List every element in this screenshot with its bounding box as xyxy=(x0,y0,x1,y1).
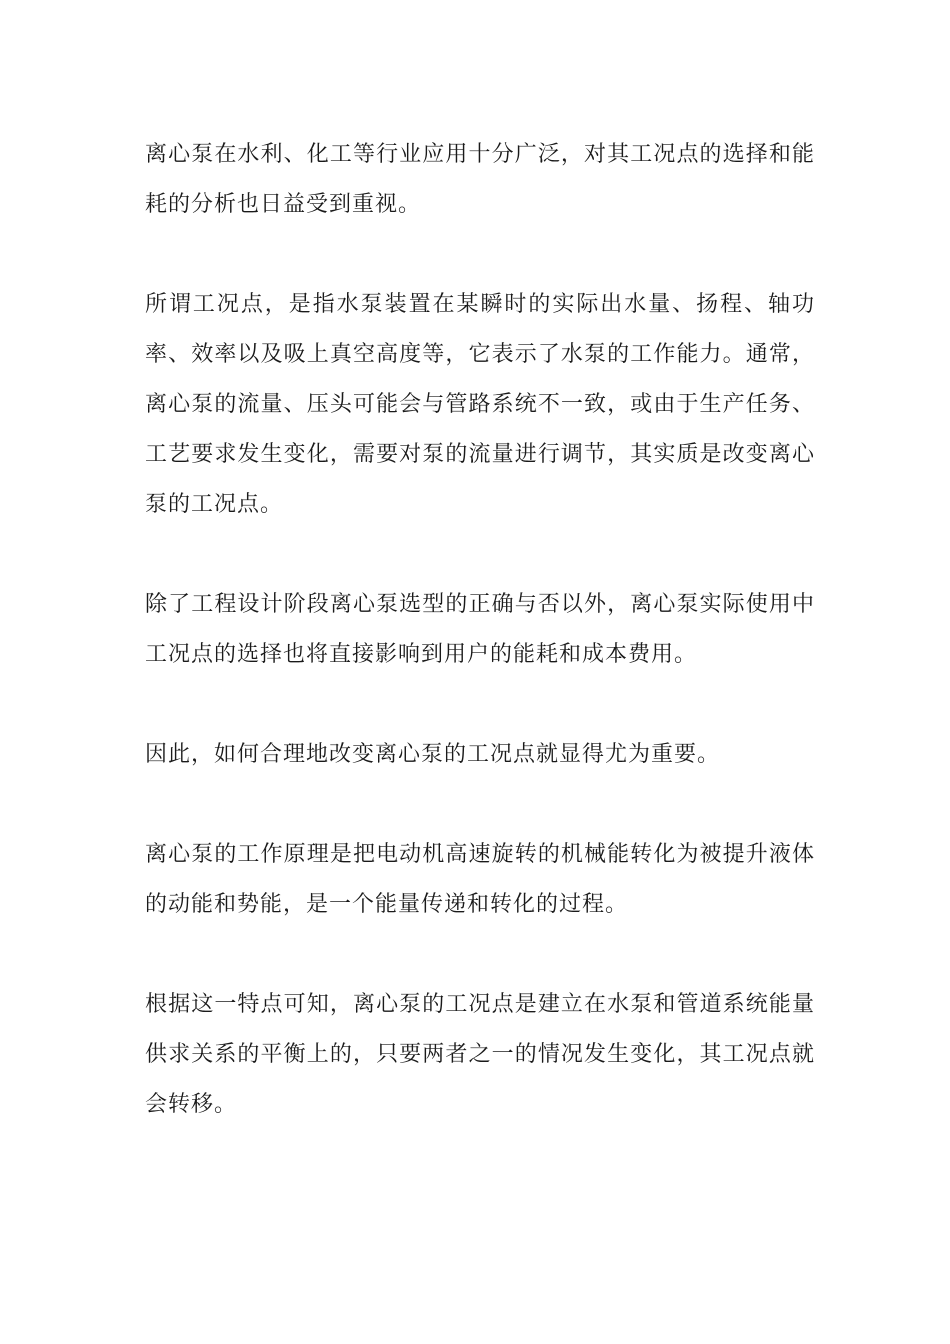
paragraph: 除了工程设计阶段离心泵选型的正确与否以外，离心泵实际使用中工况点的选择也将直接影响到用户的能耗和成本费用。 xyxy=(145,592,815,667)
document-body xyxy=(145,130,815,1130)
paragraph-spacer xyxy=(145,930,815,980)
paragraph: 离心泵的工作原理是把电动机高速旋转的机械能转化为被提升液体的动能和势能，是一个能量传递和转化的过程。 xyxy=(145,842,815,917)
paragraph-spacer xyxy=(145,780,815,830)
paragraph-spacer xyxy=(145,230,815,280)
paragraph-spacer xyxy=(145,680,815,730)
paragraph-spacer xyxy=(145,530,815,580)
paragraph: 离心泵在水利、化工等行业应用十分广泛，对其工况点的选择和能耗的分析也日益受到重视。 xyxy=(145,142,815,217)
paragraph: 根据这一特点可知，离心泵的工况点是建立在水泵和管道系统能量供求关系的平衡上的，只要两者之一的情况发生变化，其工况点就会转移。 xyxy=(145,992,815,1117)
paragraph: 因此，如何合理地改变离心泵的工况点就显得尤为重要。 xyxy=(145,742,721,767)
paragraph: 所谓工况点，是指水泵装置在某瞬时的实际出水量、扬程、轴功率、效率以及吸上真空高度等，它表示了水泵的工作能力。通常，离心泵的流量、压头可能会与管路系统不一致，或由于生产任务、工艺要求发生变化，需要对泵的流量进行调节，其实质是改变离心泵的工况点。 xyxy=(145,292,815,517)
